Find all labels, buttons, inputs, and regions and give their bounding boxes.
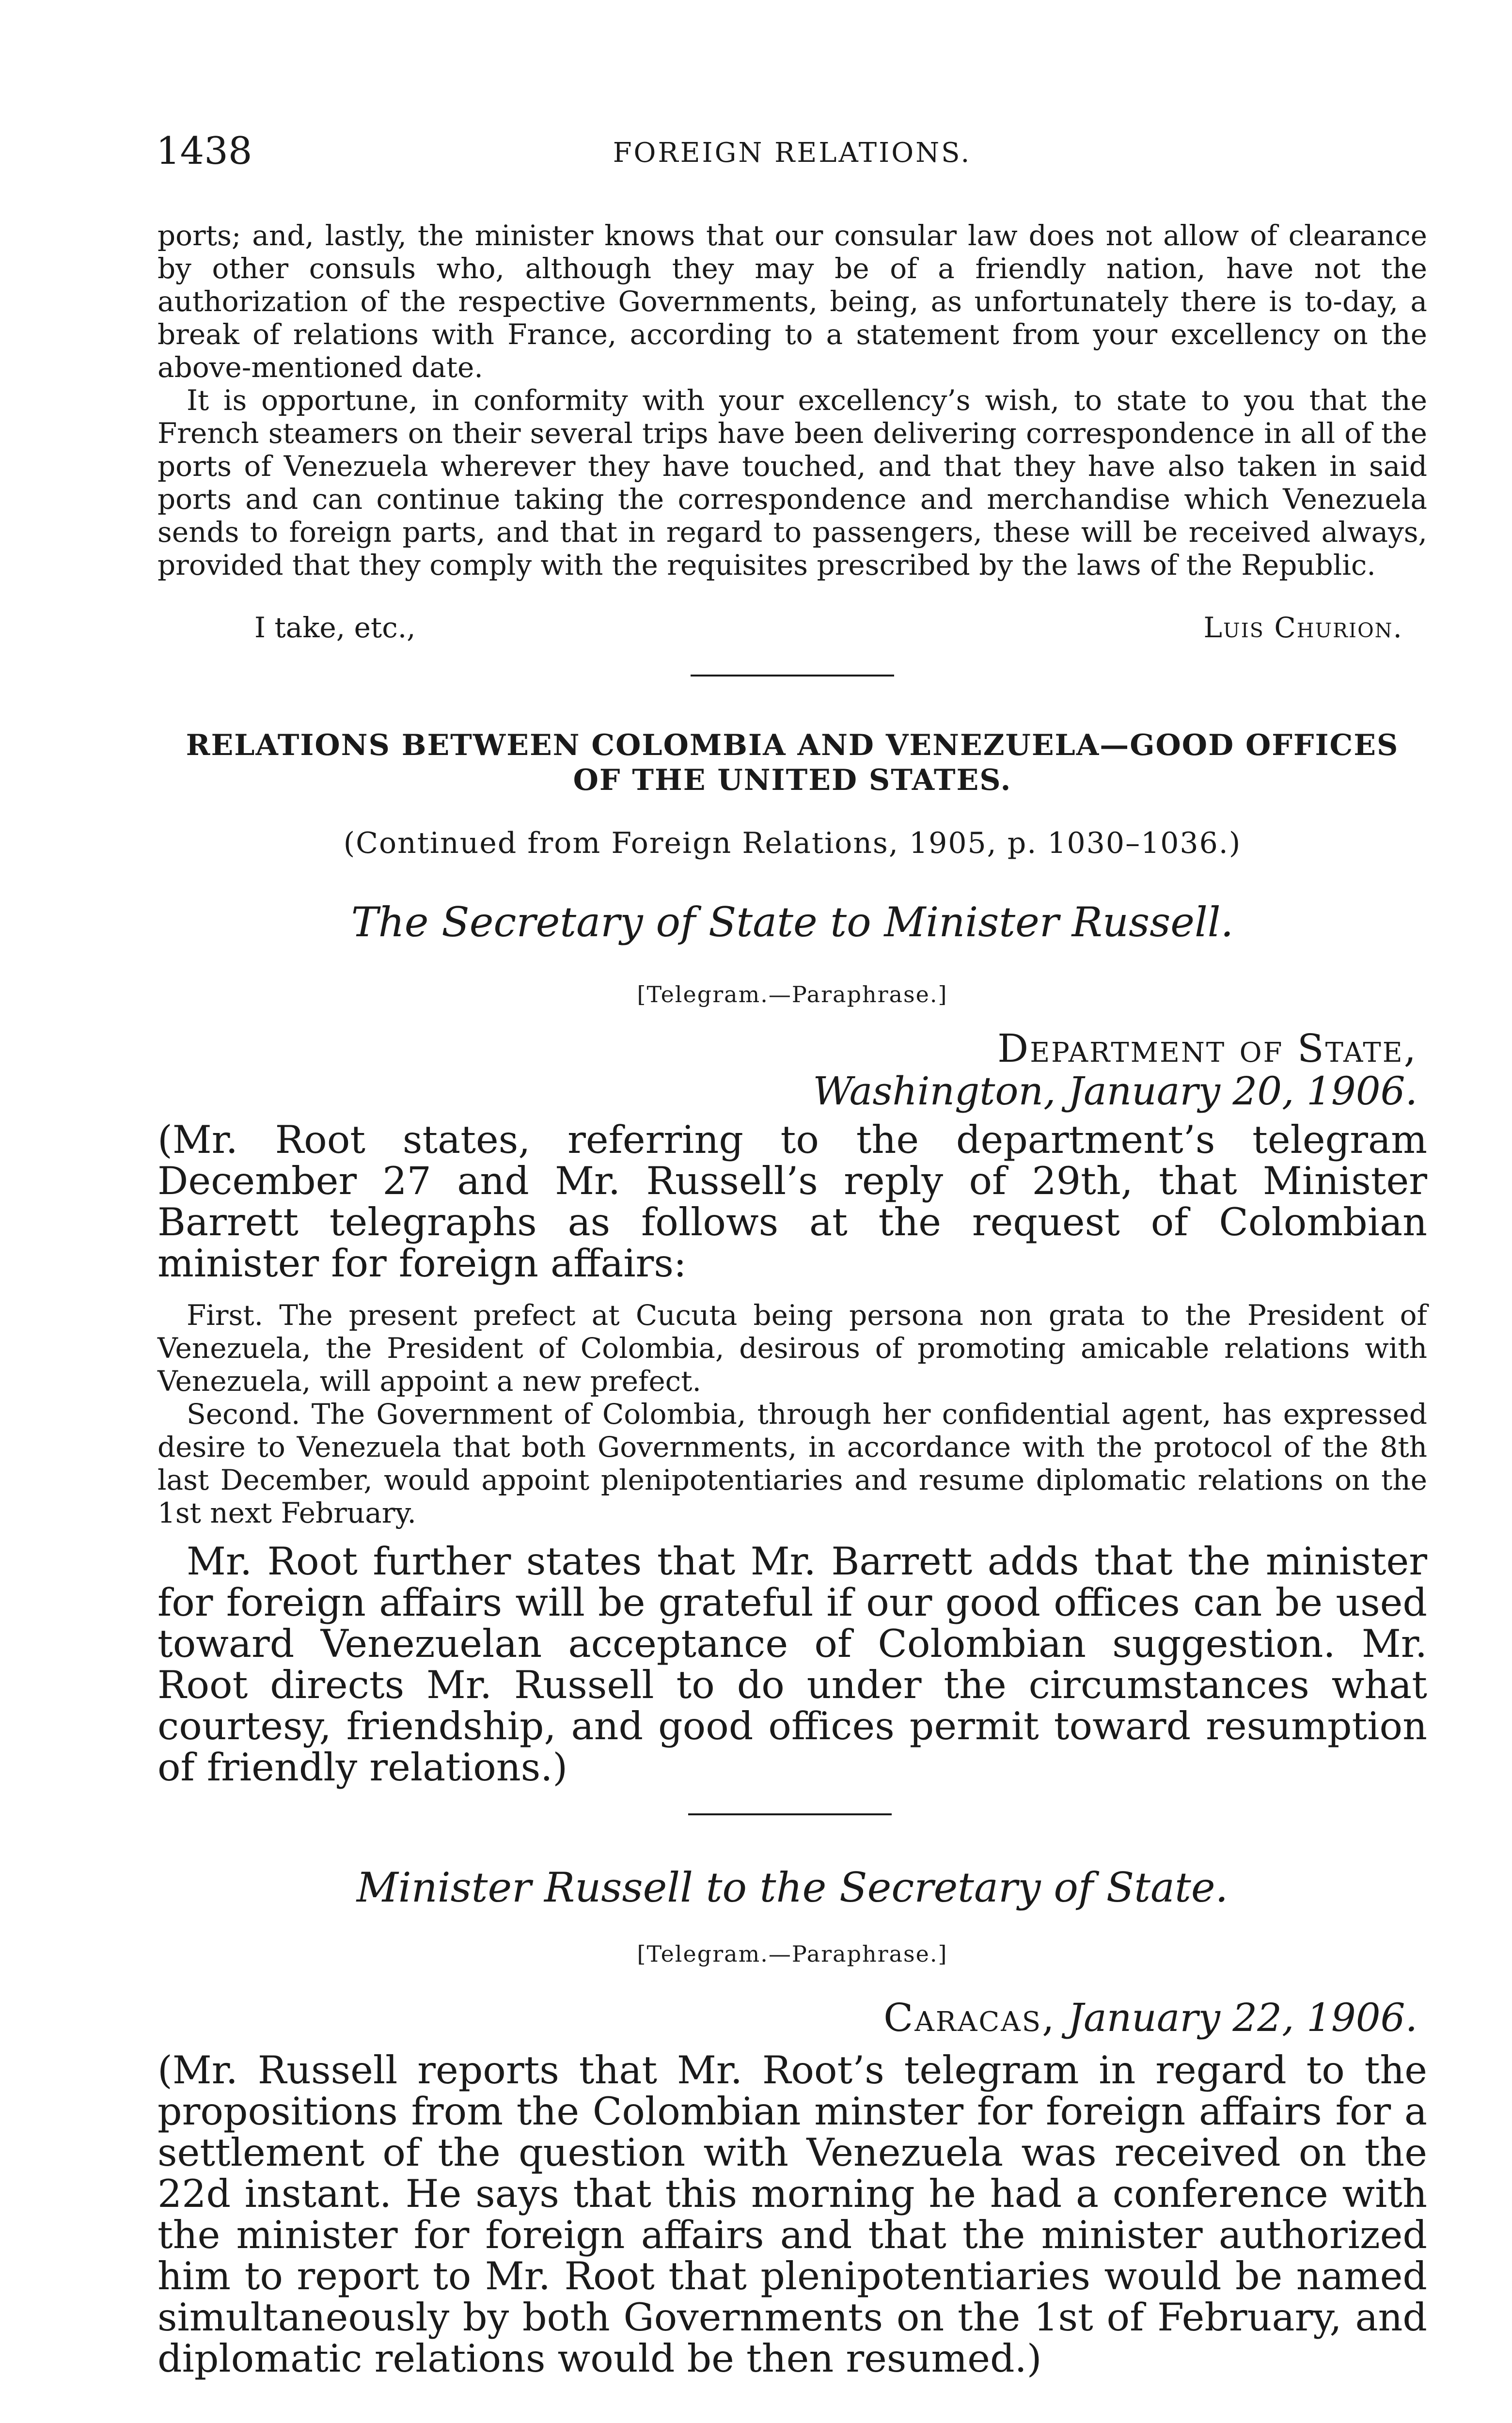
document-title: The Secretary of State to Minister Russell.: [351, 898, 1234, 946]
document-body-outro: [158, 1541, 1427, 1788]
closing-line: [158, 611, 1427, 645]
body-paragraph: (Mr. Root states, referring to the department’s telegram December 27 and Mr. Russell’s reply of 29th, that Minister Barrett telegraphs as follows at the request of Colombian minister for foreign affairs:: [158, 1117, 1427, 1286]
document-body: [158, 2050, 1427, 2379]
document-title: Minister Russell to the Secretary of State.: [356, 1864, 1228, 1911]
quoted-point: First. The present prefect at Cucuta being persona non grata to the President of Venezuela, the President of Colombia, desirous of promoting amicable relations with Venezuela, will appoint a new prefect.: [158, 1299, 1427, 1398]
section-divider: [688, 1813, 892, 1815]
section-divider: [691, 675, 894, 677]
intro-paragraph: ports; and, lastly, the minister knows that our consular law does not allow of clearance by other consuls who, although they may be of a friendly nation, have not the authorization of the respective Governments, being, as unfortunately there is to-day, a break of relations with France, according to a statement from your excellency on the above-mentioned date.: [158, 219, 1427, 384]
dateline-place: Caracas,: [883, 1995, 1056, 2040]
telegram-note: [Telegram.—Paraphrase.]: [637, 981, 948, 1007]
document-body-intro: [158, 1119, 1427, 1284]
dateline-date: Washington, January 20, 1906.: [813, 1069, 1418, 1114]
signature: Luis Churion.: [1203, 611, 1403, 644]
quoted-point: Second. The Government of Colombia, through her confidential agent, has expressed desire to Venezuela that both Governments, in accordance with the protocol of the 8th last December, would appoint plenipotentiaries and resume diplomatic relations on the 1st next February.: [158, 1398, 1427, 1529]
running-title: FOREIGN RELATIONS.: [613, 137, 972, 169]
intro-paragraph: It is opportune, in conformity with your excellency’s wish, to state to you that the French steamers on their several trips have been delivering correspondence in all of the ports of Venezuela wherever they have touched, and that they have also taken in said ports and can continue taking the correspondence and merchandise which Venezuela sends to foreign parts, and that in regard to passengers, these will be received always, provided that they comply with the requisites prescribed by the laws of the Republic.: [158, 384, 1427, 582]
body-paragraph: Mr. Root further states that Mr. Barrett adds that the minister for foreign affairs will be grateful if our good offices can be used toward Venezuelan acceptance of Colombian suggestion. Mr. Root directs Mr. Russell to do under the circumstances what courtesy, friendship, and good offices permit toward resumption of friendly relations.): [158, 1539, 1427, 1790]
dateline: [813, 1027, 1418, 1113]
quoted-points: [158, 1299, 1427, 1529]
continued-note: (Continued from Foreign Relations, 1905, p. 1030–1036.): [343, 826, 1242, 860]
section-heading: RELATIONS BETWEEN COLOMBIA AND VENEZUELA—GOOD OFFICES OF THE UNITED STATES.: [186, 728, 1399, 797]
dateline-place: Department of State,: [997, 1026, 1418, 1071]
running-header: [156, 127, 1428, 180]
dateline-date: January 22, 1906.: [1068, 1995, 1418, 2040]
intro-text: [158, 219, 1427, 582]
body-paragraph: (Mr. Russell reports that Mr. Root’s telegram in regard to the propositions from the Colombian minster for foreign affairs for a settlement of the question with Venezuela was received on the 22d instant. He says that this morning he had a conference with the minister for foreign affairs and that the minister authorized him to report to Mr. Root that plenipotentiaries would be named simultaneously by both Governments on the 1st of February, and diplomatic relations would be then resumed.): [158, 2048, 1427, 2381]
telegram-note: [Telegram.—Paraphrase.]: [637, 1941, 948, 1967]
page-number: 1438: [156, 129, 252, 173]
closing-phrase: I take, etc.,: [254, 611, 416, 644]
dateline: [883, 1997, 1418, 2039]
